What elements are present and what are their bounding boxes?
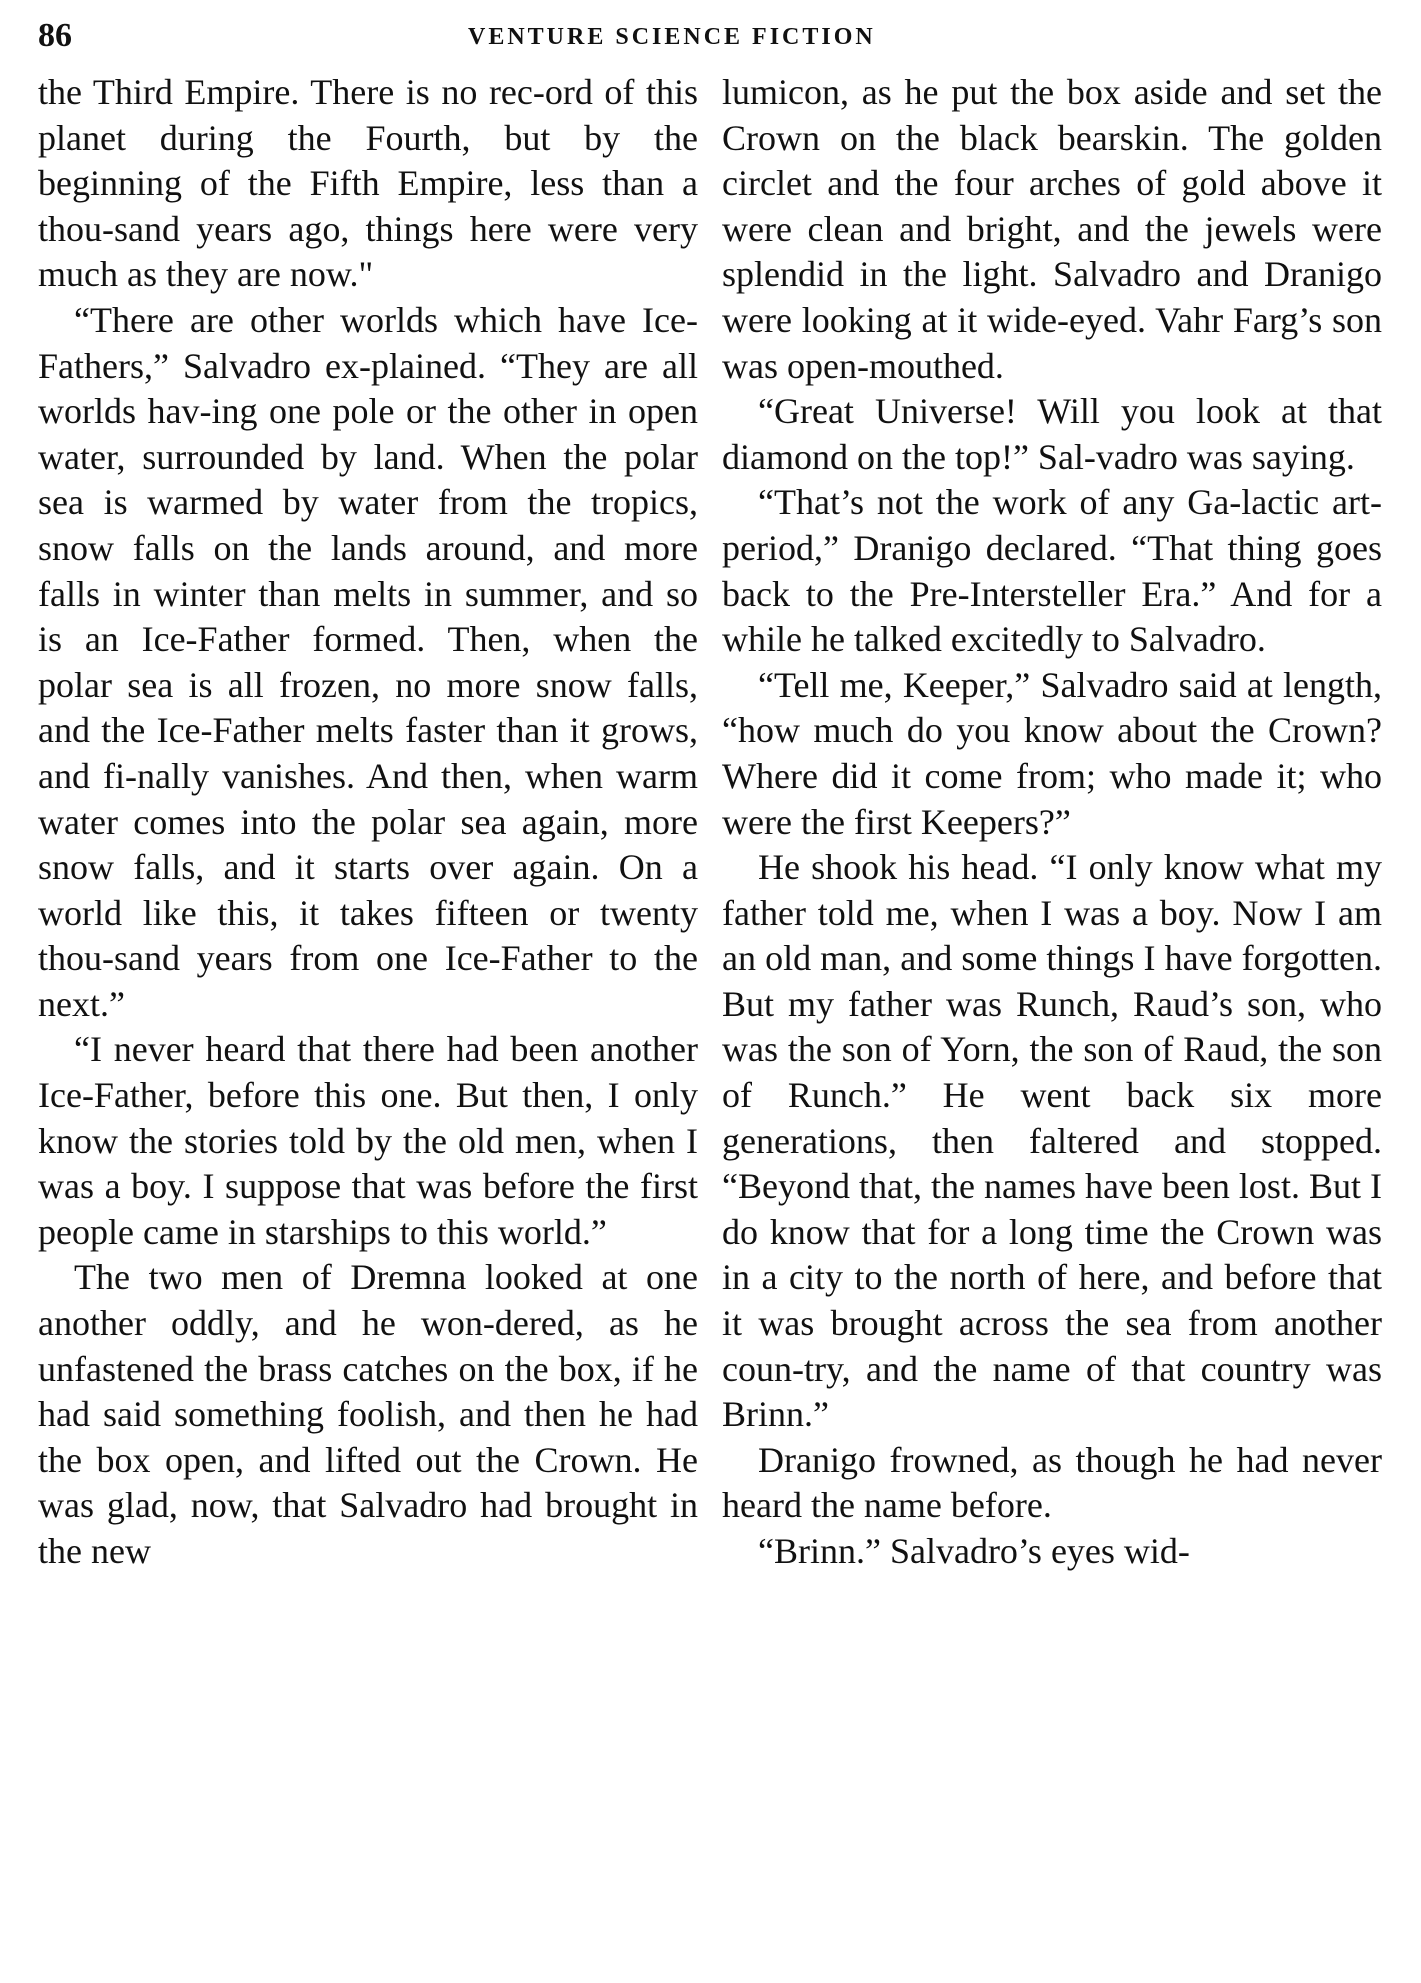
paragraph: “There are other worlds which have Ice-Fathers,” Salvadro ex-plained. “They are all worlds hav-ing one pole or the other in open water, surrounded by land. When the polar sea is warmed by water from the tropics, snow falls on the lands around, and more falls in winter than melts in summer, and so is an Ice-Father formed. Then, when the polar sea is all frozen, no more snow falls, and the Ice-Father melts faster than it grows, and fi-nally vanishes. And then, when warm water comes into the polar sea again, more snow falls, and it starts over again. On a world like this, it takes fifteen or twenty thou-sand years from one Ice-Father to the next.” [38, 299, 698, 1024]
paragraph: the Third Empire. There is no rec-ord of this planet during the Fourth, but by the beginning of the Fifth Empire, less than a thou-sand years ago, things here were very much as they are now." [38, 72, 698, 295]
right-column [722, 70, 1382, 1575]
page-header [38, 16, 1398, 64]
page-number: 86 [38, 17, 72, 54]
running-title: VENTURE SCIENCE FICTION [468, 24, 876, 50]
paragraph: “That’s not the work of any Ga-lactic art-period,” Dranigo declared. “That thing goes back to the Pre-Intersteller Era.” And for a while he talked excitedly to Salvadro. [722, 482, 1382, 660]
paragraph: Dranigo frowned, as though he had never heard the name before. [722, 1439, 1382, 1526]
paragraph: “Tell me, Keeper,” Salvadro said at length, “how much do you know about the Crown? Where did it come from; who made it; who were the first Keepers?” [722, 664, 1382, 842]
paragraph: The two men of Dremna looked at one another oddly, and he won-dered, as he unfastened the brass catches on the box, if he had said something foolish, and then he had the box open, and lifted out the Crown. He was glad, now, that Salvadro had brought in the new [38, 1257, 698, 1571]
paragraph: He shook his head. “I only know what my father told me, when I was a boy. Now I am an old man, and some things I have forgotten. But my father was Runch, Raud’s son, who was the son of Yorn, the son of Raud, the son of Runch.” He went back six more generations, then faltered and stopped. “Beyond that, the names have been lost. But I do know that for a long time the Crown was in a city to the north of here, and before that it was brought across the sea from another coun-try, and the name of that country was Brinn.” [722, 847, 1382, 1435]
paragraph: lumicon, as he put the box aside and set the Crown on the black bearskin. The golden circlet and the four arches of gold above it were clean and bright, and the jewels were splendid in the light. Salvadro and Dranigo were looking at it wide-eyed. Vahr Farg’s son was open-mouthed. [722, 72, 1382, 386]
paragraph: “Great Universe! Will you look at that diamond on the top!” Sal-vadro was saying. [722, 391, 1382, 477]
paragraph: “Brinn.” Salvadro’s eyes wid- [758, 1531, 1190, 1571]
paragraph: “I never heard that there had been another Ice-Father, before this one. But then, I only know the stories told by the old men, when I was a boy. I suppose that was before the first people came in starships to this world.” [38, 1029, 698, 1252]
left-column [38, 70, 698, 1575]
